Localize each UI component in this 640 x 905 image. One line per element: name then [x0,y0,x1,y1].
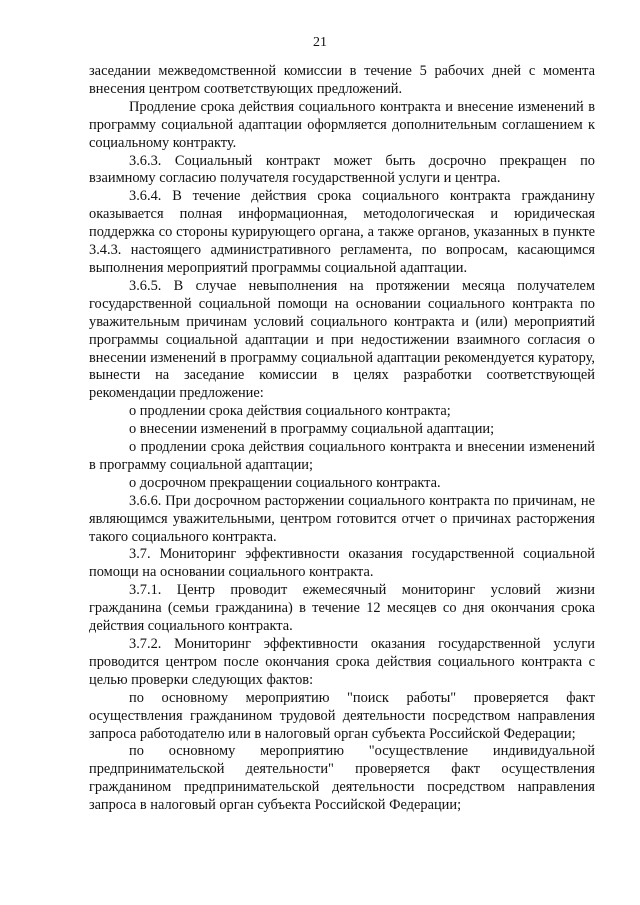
paragraph: о продлении срока действия социального контракта; [129,403,451,420]
paragraph: по основному мероприятию "осуществление индивидуальной предпринимательской деятельности" проверяется факт осуществления гражданином предпринимательской деятельности посредством направления запроса в налоговый орган субъекта Российской Федерации; [89,743,595,814]
paragraph: о досрочном прекращении социального контракта. [129,474,441,491]
paragraph: заседании межведомственной комиссии в течение 5 рабочих дней с момента внесения центром соответствующих предложений. [89,63,595,97]
page-number: 21 [313,35,327,50]
paragraph: по основному мероприятию "поиск работы" проверяется факт осуществления гражданином трудовой деятельности посредством направления запроса работодателю или в налоговый орган субъекта Российской Федерации; [89,689,595,742]
paragraph: 3.7. Мониторинг эффективности оказания государственной социальной помощи на основании социального контракта. [89,546,595,581]
paragraph: 3.6.3. Социальный контракт может быть досрочно прекращен по взаимному согласию получателя государственной услуги и центра. [89,152,595,187]
paragraph: 3.7.2. Мониторинг эффективности оказания государственной услуги проводится центром после окончания срока действия социального контракта с целью проверки следующих фактов: [89,636,595,688]
paragraph: о внесении изменений в программу социальной адаптации; [129,421,495,438]
paragraph: 3.6.6. При досрочном расторжении социального контракта по причинам, не являющимся уважительными, центром готовится отчет о причинах расторжения такого социального контракта. [89,492,595,545]
document-body [89,63,595,815]
paragraph: Продление срока действия социального контракта и внесение изменений в программу социальной адаптации оформляется дополнительным соглашением к социальному контракту. [89,98,595,151]
paragraph: 3.7.1. Центр проводит ежемесячный мониторинг условий жизни гражданина (семьи гражданина) в течение 12 месяцев со дня окончания срока действия социального контракта. [89,582,595,635]
paragraph: о продлении срока действия социального контракта и внесении изменений в программу социальной адаптации; [89,439,595,473]
paragraph: 3.6.4. В течение действия срока социального контракта гражданину оказывается полная информационная, методологическая и юридическая поддержка со стороны курирующего органа, а также органов, указанных в пункте 3.4.3. настоящего административного регламента, по вопросам, касающимся выполнения мероприятий программы социальной адаптации. [89,188,595,276]
paragraph: 3.6.5. В случае невыполнения на протяжении месяца получателем государственной социальной помощи на основании социального контракта по уважительным причинам условий социального контракта и (или) мероприятий программы социальной адаптации и при недостижении взаимного согласия о внесении изменений в программу социальной адаптации рекомендуется куратору, вынести на заседание комиссии в целях разработки соответствующей рекомендации предложение: [89,277,595,402]
